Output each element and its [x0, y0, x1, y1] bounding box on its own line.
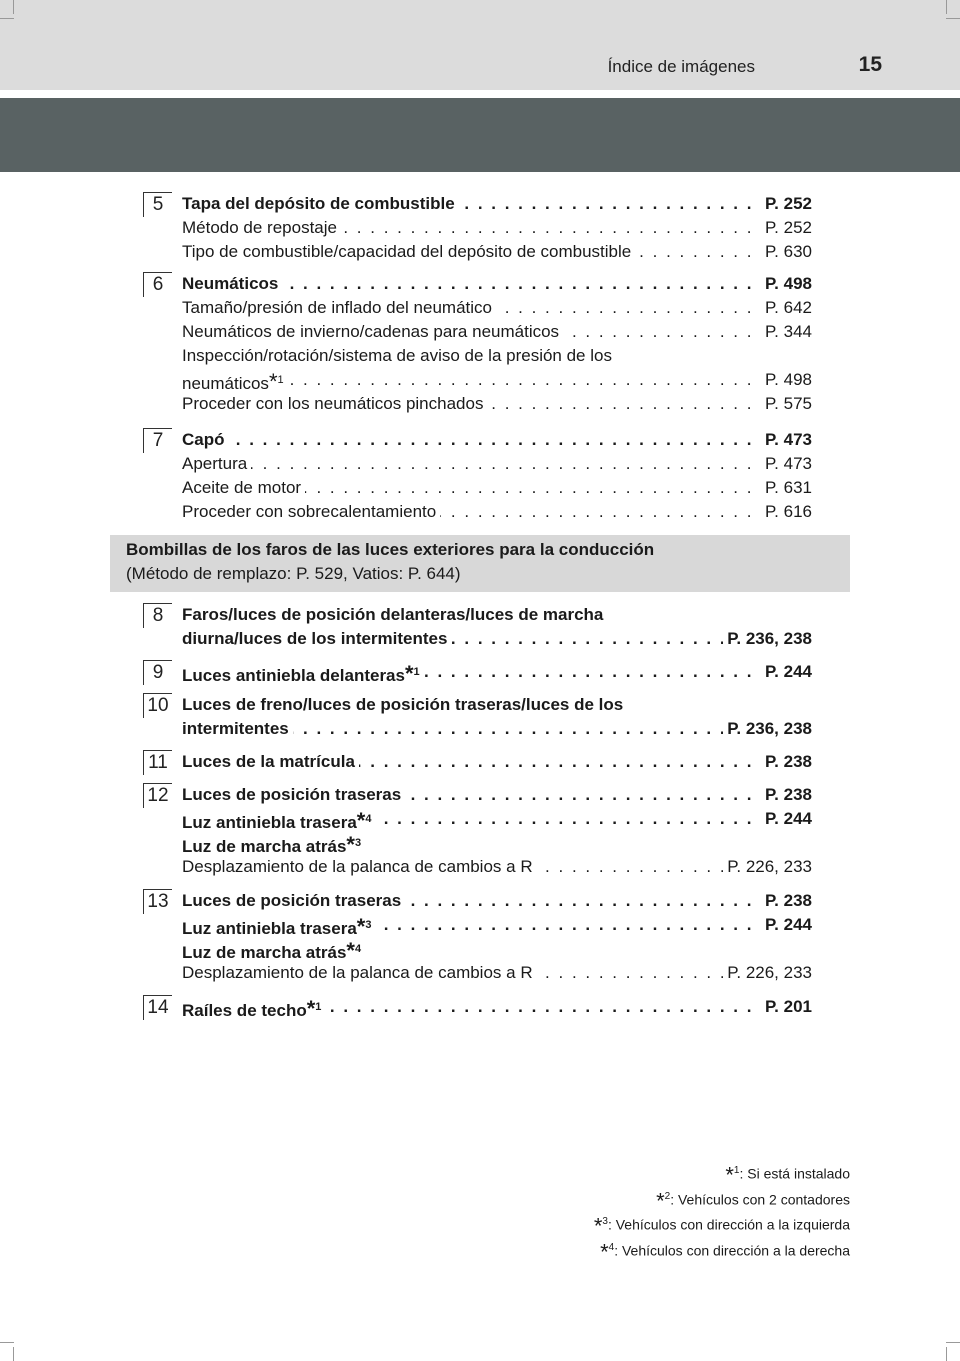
index-entry-text: Tipo de combustible/capacidad del depósito de combustible — [182, 242, 635, 261]
index-entry-line — [182, 627, 812, 651]
index-entry-text: Luces de la matrícula — [182, 752, 359, 771]
crop-mark — [13, 0, 14, 14]
page-reference: P. 575 — [761, 392, 812, 416]
crop-mark — [946, 18, 960, 19]
item-number-marker: 5 — [143, 192, 172, 217]
index-entry-line — [182, 831, 812, 855]
section-heading: Bombillas de los faros de las luces exteriores para la conducción — [126, 540, 655, 559]
index-entry-group — [182, 660, 812, 684]
index-entry-text: Luz antiniebla trasera*$^4$ — [182, 813, 375, 831]
crop-mark — [946, 1347, 947, 1361]
index-entry-text: diurna/luces de los intermitentes — [182, 629, 451, 648]
page-reference: P. 226, 233 — [723, 961, 812, 985]
index-entry-text: Apertura — [182, 454, 251, 473]
footnote-mark: 1 — [733, 1165, 740, 1176]
index-entry-text: Capó — [182, 430, 229, 449]
index-entry-line — [182, 344, 812, 368]
index-entry-text: Luces antiniebla delanteras*$^1$ — [182, 666, 424, 684]
footnote-mark: 3 — [602, 1216, 608, 1228]
page-reference: P. 244 — [761, 913, 812, 937]
footnote-asterisk: * — [593, 1213, 603, 1239]
footnote-line — [594, 1160, 850, 1186]
index-entry-group — [182, 272, 812, 416]
index-entry-line — [182, 913, 812, 937]
index-entry-line — [182, 296, 812, 320]
index-entry-line — [182, 995, 812, 1019]
page-reference: P. 630 — [761, 240, 812, 264]
index-entry-line — [182, 476, 812, 500]
page-reference: P. 616 — [761, 500, 812, 524]
index-entry-line — [182, 452, 812, 476]
index-entry-text: Luz antiniebla trasera*$^3$ — [182, 919, 375, 937]
item-number-marker: 11 — [143, 750, 172, 775]
index-entry-line — [182, 660, 812, 684]
page-reference: P. 631 — [761, 476, 812, 500]
index-entry-line — [182, 500, 812, 524]
page-reference: P. 244 — [761, 660, 812, 684]
index-entry-group — [182, 693, 812, 741]
section-heading-box — [110, 535, 850, 592]
item-number-marker: 8 — [143, 603, 172, 628]
page-number: 15 — [858, 53, 882, 76]
footnote-ref: 1 — [277, 374, 284, 386]
section-subheading: (Método de remplazo: P. 529, Vatios: P. 644) — [126, 564, 461, 583]
footnote-asterisk: * — [356, 808, 366, 831]
index-entry-text: Luces de posición traseras — [182, 785, 405, 804]
index-entry-line — [182, 961, 812, 985]
footnote-mark: 2 — [664, 1190, 671, 1202]
index-entry-text: Inspección/rotación/sistema de aviso de la presión de los — [182, 346, 616, 365]
index-entry-text: neumáticos*$^1$ — [182, 374, 288, 392]
page-reference: P. 498 — [761, 272, 812, 296]
index-entry-group — [182, 192, 812, 264]
footnote-line — [594, 1186, 850, 1212]
index-entry-line — [182, 783, 812, 807]
page-reference: P. 236, 238 — [723, 627, 812, 651]
index-entry-text: Neumáticos — [182, 274, 282, 293]
index-entry-text: Neumáticos de invierno/cadenas para neumáticos — [182, 322, 563, 341]
page-reference: P. 473 — [761, 428, 812, 452]
header-bar — [0, 0, 960, 90]
index-entry-text: Luces de freno/luces de posición traseras/luces de los — [182, 695, 627, 714]
index-entry-line — [182, 320, 812, 344]
index-entry-text: Tamaño/presión de inflado del neumático — [182, 298, 496, 317]
item-number-marker: 10 — [143, 693, 172, 718]
index-entry-text: Tapa del depósito de combustible — [182, 194, 459, 213]
section-title: Índice de imágenes — [607, 57, 755, 76]
footnote-ref: 3 — [365, 919, 372, 931]
footnote-asterisk: * — [356, 914, 366, 937]
crop-mark — [0, 18, 14, 19]
index-entry-line — [182, 428, 812, 452]
footnote-ref: 1 — [315, 1001, 322, 1013]
index-entry-group — [182, 603, 812, 651]
index-entry-line — [182, 750, 812, 774]
index-entry-text: Desplazamiento de la palanca de cambios a R — [182, 963, 537, 982]
page-reference: P. 238 — [761, 750, 812, 774]
index-entry-text: Desplazamiento de la palanca de cambios a R — [182, 857, 537, 876]
item-number-marker: 9 — [143, 660, 172, 685]
index-entry-group — [182, 889, 812, 985]
index-entry-text: Luz de marcha atrás*$^4$ — [182, 943, 365, 961]
index-entry-line — [182, 368, 812, 392]
index-entry-line — [182, 937, 812, 961]
footnote-line — [594, 1237, 850, 1263]
item-number-marker: 13 — [143, 889, 172, 914]
footnote-asterisk: * — [346, 832, 355, 855]
index-entry-text: Luz de marcha atrás*$^3$ — [182, 837, 365, 855]
index-entry-line — [182, 717, 812, 741]
crop-mark — [13, 1347, 14, 1361]
footnote-mark: 4 — [608, 1241, 615, 1253]
footnote-asterisk: * — [656, 1188, 665, 1214]
crop-mark — [0, 1342, 14, 1343]
footnote-ref: 4 — [354, 943, 362, 955]
index-entry-line — [182, 889, 812, 913]
index-entry-text: Proceder con sobrecalentamiento — [182, 502, 440, 521]
index-entry-line — [182, 693, 812, 717]
footnote-ref: 1 — [413, 666, 420, 678]
page-reference: P. 236, 238 — [723, 717, 812, 741]
page-reference: P. 244 — [761, 807, 812, 831]
header-band — [0, 98, 960, 172]
footnote-ref: 3 — [354, 837, 362, 849]
crop-mark — [946, 1342, 960, 1343]
dot-leader — [182, 428, 812, 452]
footnote-text: : Vehículos con 2 contadores — [670, 1191, 850, 1208]
footnote-asterisk: * — [404, 661, 414, 684]
footnote-asterisk: * — [600, 1239, 609, 1265]
index-entry-line — [182, 192, 812, 216]
item-number-marker: 12 — [143, 783, 172, 808]
index-entry-line — [182, 855, 812, 879]
index-entry-text: Aceite de motor — [182, 478, 305, 497]
footnote-line — [594, 1211, 850, 1237]
page-reference: P. 498 — [761, 368, 812, 392]
footnote-asterisk: * — [306, 996, 316, 1019]
page-reference: P. 238 — [761, 783, 812, 807]
page-reference: P. 344 — [761, 320, 812, 344]
page-reference: P. 201 — [761, 995, 812, 1019]
footnote-text: : Vehículos con dirección a la izquierda — [607, 1216, 850, 1233]
index-entry-group — [182, 750, 812, 774]
footnote-asterisk: * — [268, 369, 278, 392]
page-reference: P. 252 — [761, 216, 812, 240]
item-number-marker: 14 — [143, 995, 172, 1020]
item-number-marker: 7 — [143, 428, 172, 453]
footnote-asterisk: * — [725, 1162, 734, 1188]
index-entry-line — [182, 603, 812, 627]
index-entry-text: Proceder con los neumáticos pinchados — [182, 394, 487, 413]
index-entry-text: Método de repostaje — [182, 218, 341, 237]
footnote-text: : Vehículos con dirección a la derecha — [614, 1242, 850, 1259]
index-entry-group — [182, 428, 812, 524]
page-reference: P. 252 — [761, 192, 812, 216]
index-entry-line — [182, 272, 812, 296]
index-entry-line — [182, 240, 812, 264]
item-number-marker: 6 — [143, 272, 172, 297]
page-reference: P. 473 — [761, 452, 812, 476]
index-entry-line — [182, 216, 812, 240]
footnotes — [594, 1160, 850, 1263]
footnote-text: : Si está instalado — [739, 1165, 850, 1182]
crop-mark — [946, 0, 947, 14]
index-entry-line — [182, 807, 812, 831]
page-reference: P. 226, 233 — [723, 855, 812, 879]
index-entry-text: Raíles de techo*$^1$ — [182, 1001, 325, 1019]
index-entry-group — [182, 783, 812, 879]
index-entry-text: Luces de posición traseras — [182, 891, 405, 910]
footnote-ref: 4 — [365, 813, 372, 825]
page-reference: P. 642 — [761, 296, 812, 320]
index-entry-text: intermitentes — [182, 719, 293, 738]
index-entry-text: Faros/luces de posición delanteras/luces de marcha — [182, 605, 607, 624]
dot-leader — [182, 452, 812, 476]
footnote-asterisk: * — [346, 938, 355, 961]
index-entry-group — [182, 995, 812, 1019]
index-entry-line — [182, 392, 812, 416]
page-reference: P. 238 — [761, 889, 812, 913]
